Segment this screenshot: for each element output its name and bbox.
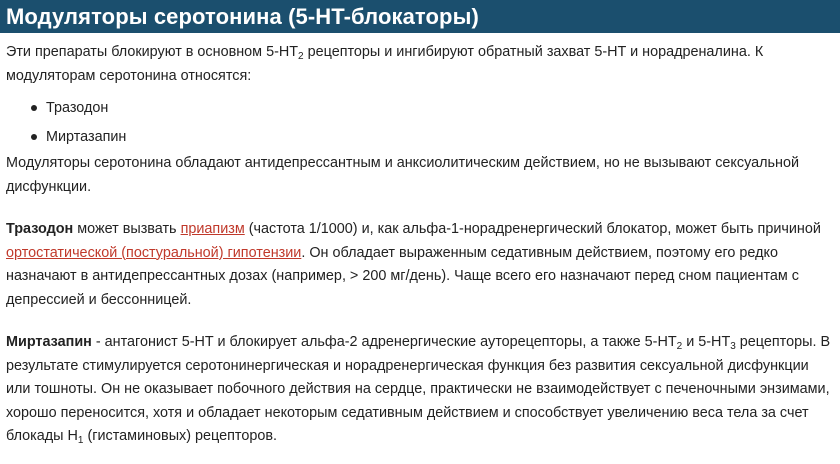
article-body	[0, 41, 840, 449]
mirtazapine-subscript-3: 1	[77, 435, 84, 446]
mirtazapine-text-4: (гистаминовых) рецепторов.	[83, 428, 277, 444]
trazodone-text-1: может вызвать	[73, 221, 181, 237]
orthostatic-hypotension-link[interactable]: ортостатической (постуральной) гипотензии	[6, 244, 302, 261]
bullet-icon	[31, 134, 37, 140]
bullet-icon	[31, 105, 37, 111]
intro-text-2: рецепторы и ингибируют обратный захват 5-HT и норадреналина. К модуляторам серотонина относятся:	[6, 44, 764, 84]
mirtazapine-paragraph	[6, 331, 834, 449]
trazodone-name: Тразодон	[6, 221, 74, 237]
summary-paragraph: Модуляторы серотонина обладают антидепрессантным и анксиолитическим действием, но не вызывают сексуальной дисфункции.	[6, 155, 800, 195]
mirtazapine-text-2: и 5-HT	[682, 334, 731, 350]
list-item-label: Миртазапин	[46, 129, 127, 145]
trazodone-text-3: . Он обладает выраженным седативным действием, поэтому его редко назначают в антидепрессантных дозах (например, > 200 мг/день). Чаще всего его назначают перед сном пациентам с депрессией и бессонницей.	[6, 244, 800, 308]
mirtazapine-text-3: рецепторы. В результате стимулируется серотонинергическая и норадренергическая функция без развития сексуальной дисфункции или тошноты. Он не оказывает побочного действия на сердце, практически не взаимодействует с печеночными энзимами, хорошо переносится, хотя и обладает некоторым седативным действием и способствует увеличению веса тела за счет блокады H	[6, 334, 831, 444]
list-item	[46, 94, 834, 123]
section-title: Модуляторы серотонина (5-HT-блокаторы)	[6, 3, 479, 29]
mirtazapine-subscript-1: 2	[676, 341, 683, 352]
list-item-label: Тразодон	[46, 100, 109, 116]
mirtazapine-subscript-2: 3	[730, 341, 736, 352]
mirtazapine-name: Миртазапин	[6, 334, 92, 350]
list-item	[46, 123, 834, 152]
mirtazapine-text-1: - антагонист 5-HT и блокирует альфа-2 адренергические ауторецепторы, а также 5-HT	[91, 334, 677, 350]
trazodone-text-2: (частота 1/1000) и, как альфа-1-норадренергический блокатор, может быть причиной	[244, 221, 821, 237]
intro-subscript: 2	[298, 51, 304, 62]
section-header	[0, 0, 840, 33]
intro-paragraph	[6, 41, 834, 88]
priapism-link[interactable]: приапизм	[180, 221, 245, 237]
intro-text-1: Эти препараты блокируют в основном 5-HT	[6, 44, 299, 60]
trazodone-paragraph	[6, 218, 834, 312]
drug-list	[6, 94, 834, 152]
